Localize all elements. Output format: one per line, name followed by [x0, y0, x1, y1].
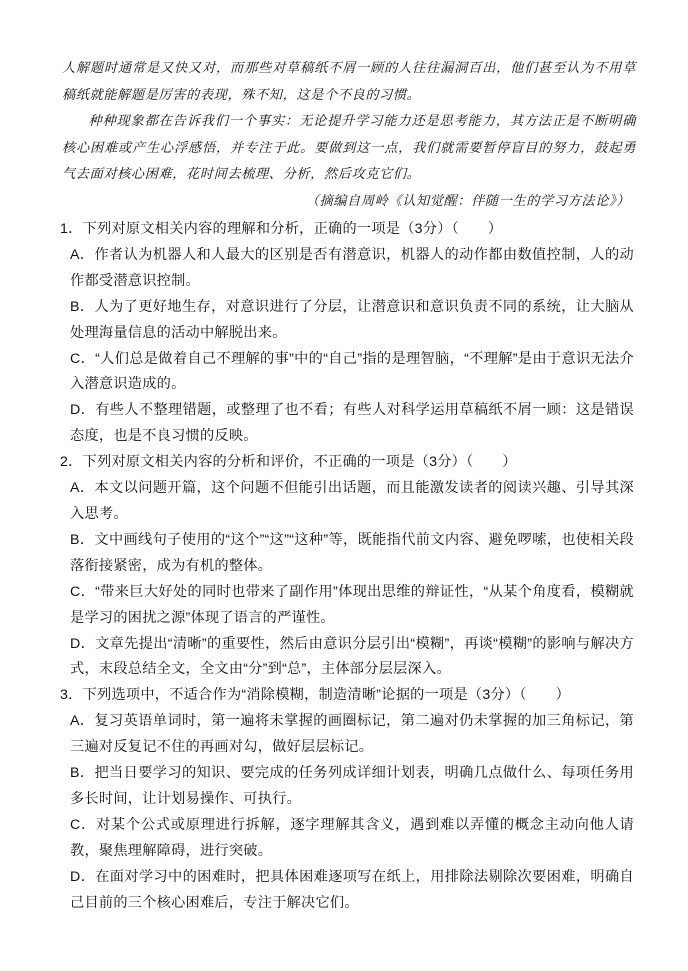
option-c: C．“人们总是做着自己不理解的事”中的“自己”指的是理智脑，“不理解”是由于意识无法介入潜意识造成的。	[70, 350, 634, 393]
option-a: A．复习英语单词时，第一遍将未掌握的画圈标记，第二遍对仍未掌握的加三角标记，第三遍对反复记不住的再画对勾，做好层层标记。	[70, 713, 634, 756]
option-d: D．有些人不整理错题，或整理了也不看；有些人对科学运用草稿纸不屑一顾：这是错误态度，也是不良习惯的反映。	[70, 402, 634, 445]
option-c: C．“带来巨大好处的同时也带来了副作用”体现出思维的辩证性，“从某个角度看，模糊就是学习的困扰之源”体现了语言的严谨性。	[70, 583, 634, 626]
passage-citation: （摘编自周岭《认知觉醒：伴随一生的学习方法论》）	[305, 193, 630, 209]
question-2	[60, 450, 634, 683]
question-stem: 1．下列对原文相关内容的理解和分析，正确的一项是（3分）（ ）	[60, 221, 503, 237]
question-list	[60, 217, 634, 916]
option-b: B．人为了更好地生存，对意识进行了分层，让潜意识和意识负责不同的系统，让大脑从处理海量信息的活动中解脱出来。	[70, 298, 634, 341]
passage-paragraph: 种种现象都在告诉我们一个事实：无论提升学习能力还是思考能力，其方法正是不断明确核心困难或产生心浮感悟，并专注于此。要做到这一点，我们就需要暂停盲目的努力，鼓起勇气去面对核心困难，花时间去梳理、分析，然后攻克它们。	[62, 114, 636, 182]
passage-paragraph: 人解题时通常是又快又对，而那些对草稿纸不屑一顾的人往往漏洞百出，他们甚至认为不用草稿纸就能解题是厉害的表现，殊不知，这是个不良的习惯。	[62, 61, 636, 103]
option-b: B．文中画线句子使用的“这个”“这”“这种”等，既能指代前文内容、避免啰嗦，也使相关段落衔接紧密，成为有机的整体。	[70, 531, 634, 574]
question-3	[60, 683, 634, 916]
question-1	[60, 217, 634, 450]
reading-passage	[62, 56, 636, 215]
option-d: D．文章先提出“清晰”的重要性，然后由意识分层引出“模糊”，再谈“模糊”的影响与解决方式，末段总结全文，全文由“分”到“总”，主体部分层层深入。	[70, 635, 634, 678]
option-a: A．本文以问题开篇，这个问题不但能引出话题，而且能激发读者的阅读兴趣、引导其深入思考。	[70, 480, 634, 522]
question-stem: 3．下列选项中，不适合作为“消除模糊，制造清晰”论据的一项是（3分）（ ）	[60, 687, 571, 704]
option-b: B．把当日要学习的知识、要完成的任务列成详细计划表，明确几点做什么、每项任务用多长时间，让计划易操作、可执行。	[70, 765, 634, 807]
option-a: A．作者认为机器人和人最大的区别是否有潜意识，机器人的动作都由数值控制，人的动作都受潜意识控制。	[70, 246, 634, 289]
question-stem: 2．下列对原文相关内容的分析和评价，不正确的一项是（3分）（ ）	[60, 454, 517, 471]
option-d: D．在面对学习中的困难时，把具体困难逐项写在纸上，用排除法剔除次要困难，明确自己目前的三个核心困难后，专注于解决它们。	[70, 868, 634, 911]
option-c: C．对某个公式或原理进行拆解，逐字理解其含义，遇到难以弄懂的概念主动向他人请教，聚焦理解障碍，进行突破。	[70, 816, 634, 859]
